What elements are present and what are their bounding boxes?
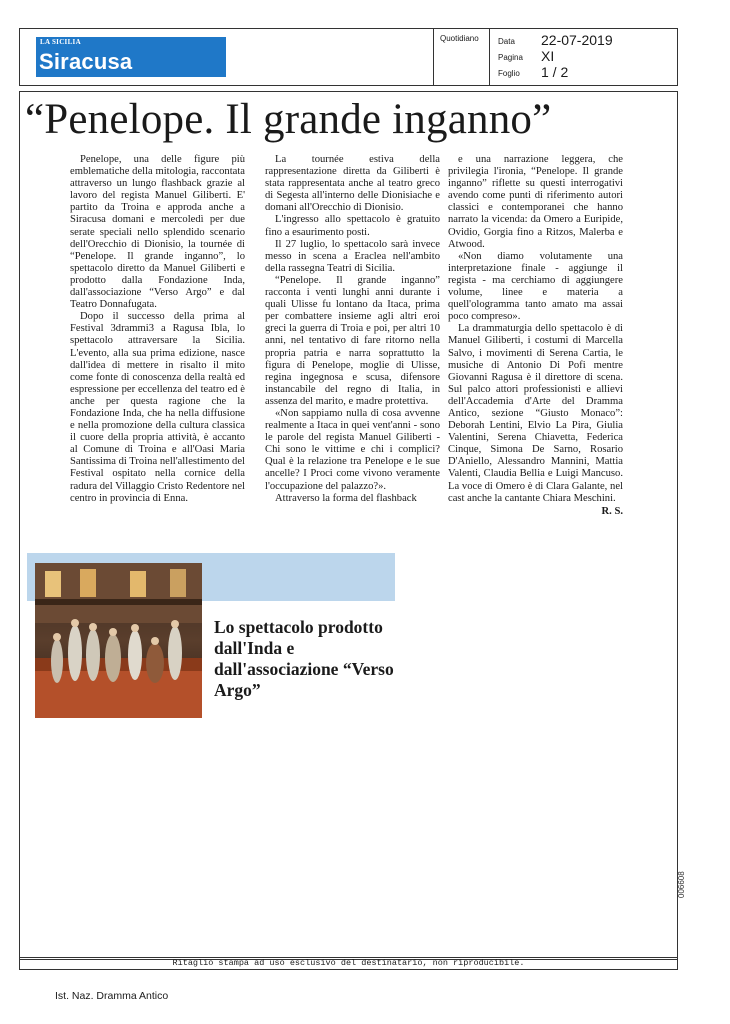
paragraph: L'ingresso allo spettacolo è gratuito fino a esaurimento posti. [265, 214, 440, 238]
brand-name: Siracusa [39, 49, 133, 74]
author-signature: R. S. [601, 505, 623, 517]
paragraph: e una narrazione leggera, che privilegia l'ironia, “Penelope. Il grande inganno” riflette su questi interrogativi avendo come punti di riferimento autori classici e contemporanei che hanno narrato la vicenda: da Omero a Euripide, Ovidio, Gorgia fino a Ritzos, Malerba e Atwood. [448, 154, 623, 250]
photo-caption: Lo spettacolo prodotto dall'Inda e dall'associazione “Verso Argo” [214, 617, 394, 700]
archive-code-text: 006608 [677, 871, 686, 898]
date-label: Data [498, 37, 515, 46]
paragraph: “Penelope. Il grande inganno” racconta i venti lunghi anni durante i quali Ulisse fu lontano da Itaca, prima per combattere insieme agli altri eroi greci la guerra di Troia e poi, per altri 10 anni, nel tentativo di fare ritorno nella propria patria e narra soprattutto la figura di Penelope, moglie di Ulisse, regina ingegnosa e scusa, difensore instancabile del regno di Italia, in assenza del marito, e madre protettiva. [265, 274, 440, 407]
sheet-value: 1 / 2 [541, 64, 569, 80]
article-column-2 [265, 154, 440, 505]
paragraph: Dopo il successo della prima al Festival 3drammi3 a Ragusa Ibla, lo spettacolo attraversare la Sicilia. L'evento, alla sua prima edizione, nasce dall'idea di mettere in risalto il mito come fonte di conoscenza della realtà ed espressione per eccellenza del teatro ed è anche per questa ragione che la Fondazione Inda, che ha nella diffusione e nella promozione della cultura classica il cuore della propria attività, è accanto al Comune di Troina e all'Oasi Maria Santissima di Troina nell'allestimento del Festival ospitato nella cornice della radura del Villaggio Cristo Redentore nel centro in provincia di Enna. [70, 311, 245, 504]
publication-type: Quotidiano [440, 34, 479, 43]
reproduction-disclaimer: Ritaglio stampa ad uso esclusivo del destinatario, non riproducibile. [19, 957, 678, 970]
paragraph: La tournée estiva della rappresentazione diretta da Giliberti è stata rappresentata anche al teatro greco di Segesta all'interno delle Dionisiache e domani all'Orecchio di Dionisio. [265, 154, 440, 214]
source-institution: Ist. Naz. Dramma Antico [55, 990, 169, 1002]
paragraph: Attraverso la forma del flashback [275, 492, 417, 504]
article-headline: “Penelope. Il grande inganno” [25, 96, 552, 143]
paragraph: «Non diamo volutamente una interpretazione finale - aggiunge il regista - ma cerchiamo di aggiungere volume, linee e materia a quell'ologramma tanto amato ma assai poco compreso». [448, 250, 623, 323]
archive-code [672, 840, 702, 900]
newspaper-logo [36, 37, 226, 77]
stage-photo-image [35, 563, 202, 718]
sheet-label: Foglio [498, 69, 520, 78]
brand-top-label: LA SICILIA [40, 38, 81, 46]
paragraph: Il 27 luglio, lo spettacolo sarà invece messo in scena a Eraclea nell'ambito della rassegna Teatri di Sicilia. [265, 238, 440, 274]
paragraph: La drammaturgia dello spettacolo è di Manuel Giliberti, i costumi di Marcella Salvo, i movimenti di Serena Cartia, le musiche di Antonio Di Pofi mentre Giovanni Ragusa è il direttore di scena. Sul palco attori professionisti e allievi dell'Accademia d'Arte del Dramma Antico, sezione “Giusto Monaco”: Deborah Lentini, Elvio La Pira, Giulia Valentini, Serena Chiavetta, Federica Cinque, Simona De Sarno, Rosario D'Aniello, Alessandro Mannini, Mattia Valenti, Claudia Bellia e Luigi Mancuso. La voce di Omero è di Clara Galante, nel cast anche la cantante Chiara Meschini. [448, 323, 623, 504]
paragraph: Penelope, una delle figure più emblematiche della mitologia, raccontata attraverso un lungo flashback grazie al lavoro del regista Manuel Giliberti. E' partito da Troina e approda anche a Siracusa domani e mercoledì per due serate speciali nello splendido scenario dell'Orecchio di Dionisio, la tournée di “Penelope. Il grande inganno”, lo spettacolo diretto da Manuel Giliberti e prodotto dalla Fondazione Inda, dall'associazione “Verso Argo” e dal Teatro Donnafugata. [70, 154, 245, 311]
page-value: XI [541, 48, 555, 64]
stage-photo [35, 563, 202, 718]
paragraph: «Non sappiamo nulla di cosa avvenne realmente a Itaca in quei vent'anni - sono le parole del regista Manuel Giliberti - Chi sono le vittime e chi i complici? Qual è la relazione tra Penelope e le sue ancelle? I Proci come vivono veramente l'occupazione del palazzo?». [265, 407, 440, 492]
article-column-3 [448, 154, 623, 518]
article-column-1 [70, 154, 245, 505]
date-value: 22-07-2019 [541, 32, 613, 48]
page-label: Pagina [498, 53, 523, 62]
